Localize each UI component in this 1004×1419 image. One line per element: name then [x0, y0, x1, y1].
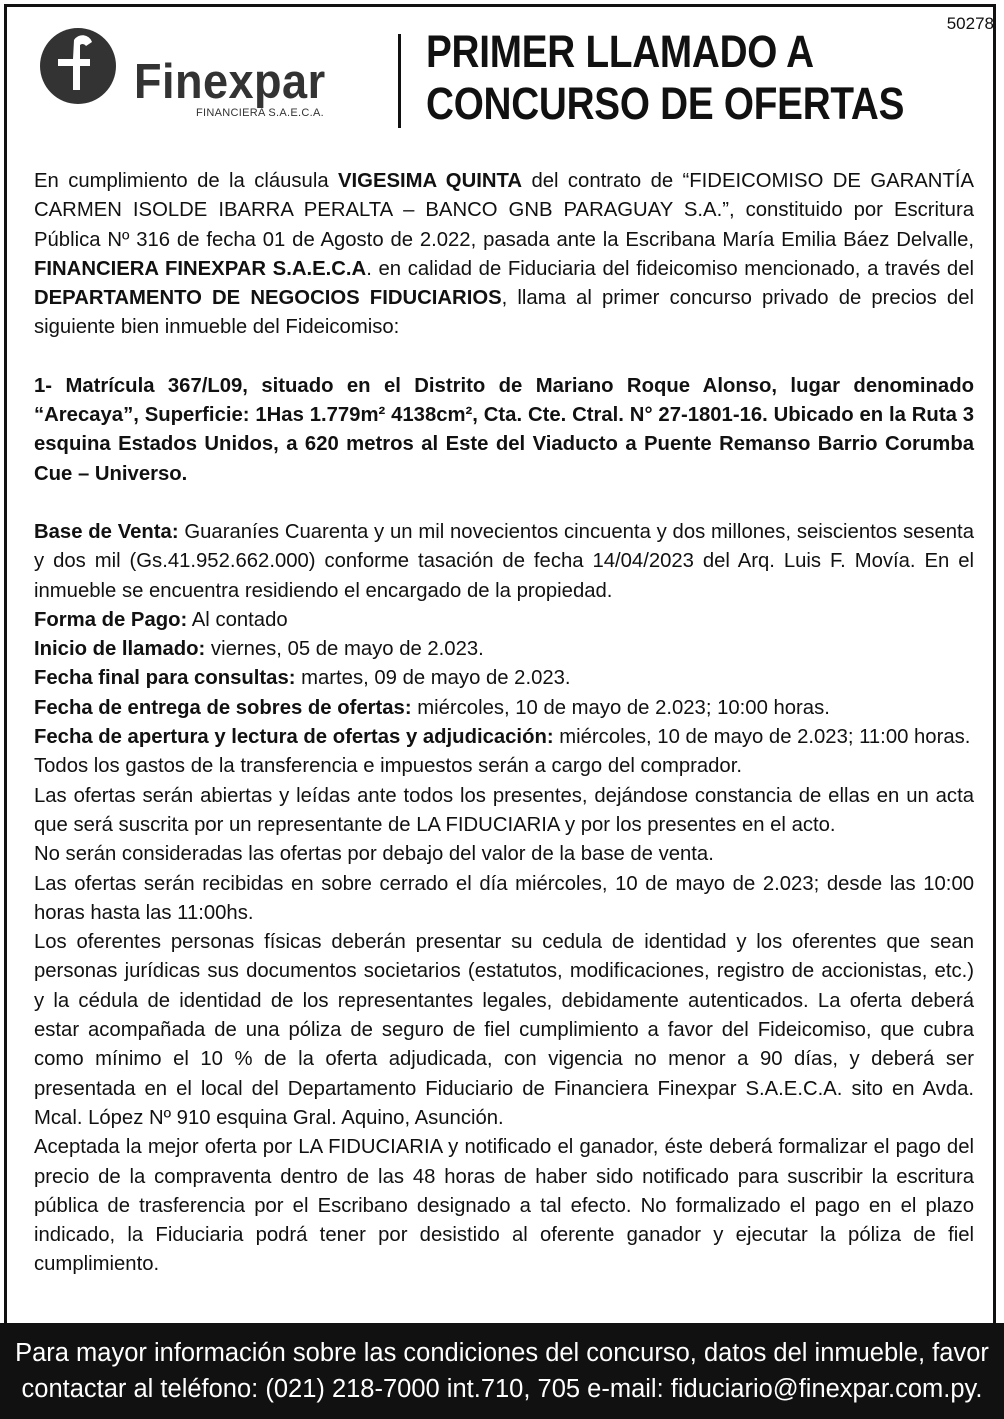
term-row	[34, 723, 974, 752]
term-value: Al contado	[187, 608, 288, 631]
term-value: viernes, 05 de mayo de 2.023.	[205, 638, 484, 661]
term-row	[34, 694, 974, 723]
logo-name: Finexpar	[134, 55, 326, 109]
term-row	[34, 635, 974, 664]
header-divider	[398, 34, 401, 128]
intro-text: . en calidad de Fiduciaria del fideicomiso mencionado, a través del	[366, 257, 974, 280]
page-title	[426, 26, 904, 130]
footer-line-1: Para mayor información sobre las condiciones del concurso, datos del inmueble, favor	[15, 1339, 989, 1367]
term-value: Guaraníes Cuarenta y un mil novecientos cincuenta y dos millones, seiscientos sesenta y dos mil (Gs.41.952.662.000) conforme tasación de fecha 14/04/2023 del Arq. Luis F. Movía. En el inmueble se encuentra residiendo el encargado de la propiedad.	[34, 520, 974, 602]
term-value: martes, 09 de mayo de 2.023.	[295, 667, 571, 690]
intro-paragraph	[34, 167, 974, 343]
term-value: miércoles, 10 de mayo de 2.023; 11:00 horas.	[553, 726, 971, 749]
intro-bold: FINANCIERA FINEXPAR S.A.E.C.A	[34, 257, 367, 280]
term-row	[34, 518, 974, 606]
body-paragraph: Las ofertas serán abiertas y leídas ante todos los presentes, dejándose constancia de ellas en un acta que será suscrita por un representante de LA FIDUCIARIA y por los presentes en el acto.	[34, 784, 974, 836]
term-label: Fecha de entrega de sobres de ofertas:	[34, 696, 412, 719]
notice-body	[34, 167, 974, 1280]
term-label: Fecha final para consultas:	[34, 667, 296, 690]
body-paragraph: Los oferentes personas físicas deberán presentar su cedula de identidad y los oferentes que sean personas jurídicas sus documentos societarios (estatutos, modificaciones, registro de accionistas, etc.) y la cédula de identidad de los representantes legales, debidamente autenticados. La oferta deberá estar acompañada de una póliza de seguro de fiel cumplimiento a favor del Fideicomiso, que cubra como mínimo el 10 % de la oferta adjudicada, con vigencia no menor a 90 días, y deberá ser presentada en el local del Departamento Fiduciario de Financiera Finexpar S.A.E.C.A. sito en Avda. Mcal. López Nº 910 esquina Gral. Aquino, Asunción.	[34, 931, 974, 1129]
intro-text: , llama al primer concurso privado de precios del siguiente bien inmueble del Fideicomiso:	[34, 287, 974, 339]
term-label: Forma de Pago:	[34, 608, 188, 631]
contact-footer	[0, 1323, 1004, 1419]
finexpar-emblem-icon	[38, 26, 118, 106]
term-value: miércoles, 10 de mayo de 2.023; 10:00 horas.	[411, 696, 830, 719]
intro-bold: DEPARTAMENTO DE NEGOCIOS FIDUCIARIOS	[34, 287, 502, 310]
term-row	[34, 664, 974, 693]
body-paragraph: Aceptada la mejor oferta por LA FIDUCIARIA y notificado el ganador, éste deberá formalizar el pago del precio de la compraventa dentro de las 48 horas de haber sido notificado para suscribir la escritura pública de trasferencia por el Escribano designado a tal efecto. No formalizado el pago en el plazo indicado, la Fiduciaria podrá tener por desistido al oferente ganador y ejecutar la póliza de fiel cumplimiento.	[34, 1136, 974, 1276]
term-label: Fecha de apertura y lectura de ofertas y adjudicación:	[34, 726, 554, 749]
title-line-1: PRIMER LLAMADO A	[426, 26, 814, 77]
property-description: 1- Matrícula 367/L09, situado en el Distrito de Mariano Roque Alonso, lugar denominado “Arecaya”, Superficie: 1Has 1.779m² 4138cm², Cta. Cte. Ctral. N° 27-1801-16. Ubicado en la Ruta 3 esquina Estados Unidos, a 620 metros al Este del Viaducto a Puente Remanso Barrio Corumba Cue – Universo.	[34, 374, 974, 485]
intro-text: del contrato de “FIDEICOMISO DE GARANTÍA CARMEN ISOLDE IBARRA PERALTA – BANCO GNB PARAGUAY S.A.”, constituido por Escritura Pública Nº 316 de fecha 01 de Agosto de 2.022, pasada ante la Escribana María Emilia Báez Delvalle,	[34, 170, 974, 251]
term-row	[34, 606, 974, 635]
footer-line-2: contactar al teléfono: (021) 218-7000 int.710, 705 e-mail: fiduciario@finexpar.com.py.	[21, 1375, 983, 1403]
intro-bold: VIGESIMA QUINTA	[338, 170, 523, 192]
body-paragraph: Todos los gastos de la transferencia e impuestos serán a cargo del comprador.	[34, 755, 742, 778]
logo-subtitle: FINANCIERA S.A.E.C.A.	[196, 107, 324, 119]
body-paragraph: No serán consideradas las ofertas por debajo del valor de la base de venta.	[34, 843, 714, 866]
finexpar-logo	[38, 24, 358, 128]
intro-text: En cumplimiento de la cláusula	[34, 170, 338, 192]
term-label: Inicio de llamado:	[34, 638, 206, 661]
body-paragraph: Las ofertas serán recibidas en sobre cerrado el día miércoles, 10 de mayo de 2.023; desde las 10:00 horas hasta las 11:00hs.	[34, 872, 974, 924]
term-label: Base de Venta:	[34, 520, 179, 543]
reference-number: 50278	[946, 14, 994, 33]
title-line-2: CONCURSO DE OFERTAS	[426, 78, 905, 129]
